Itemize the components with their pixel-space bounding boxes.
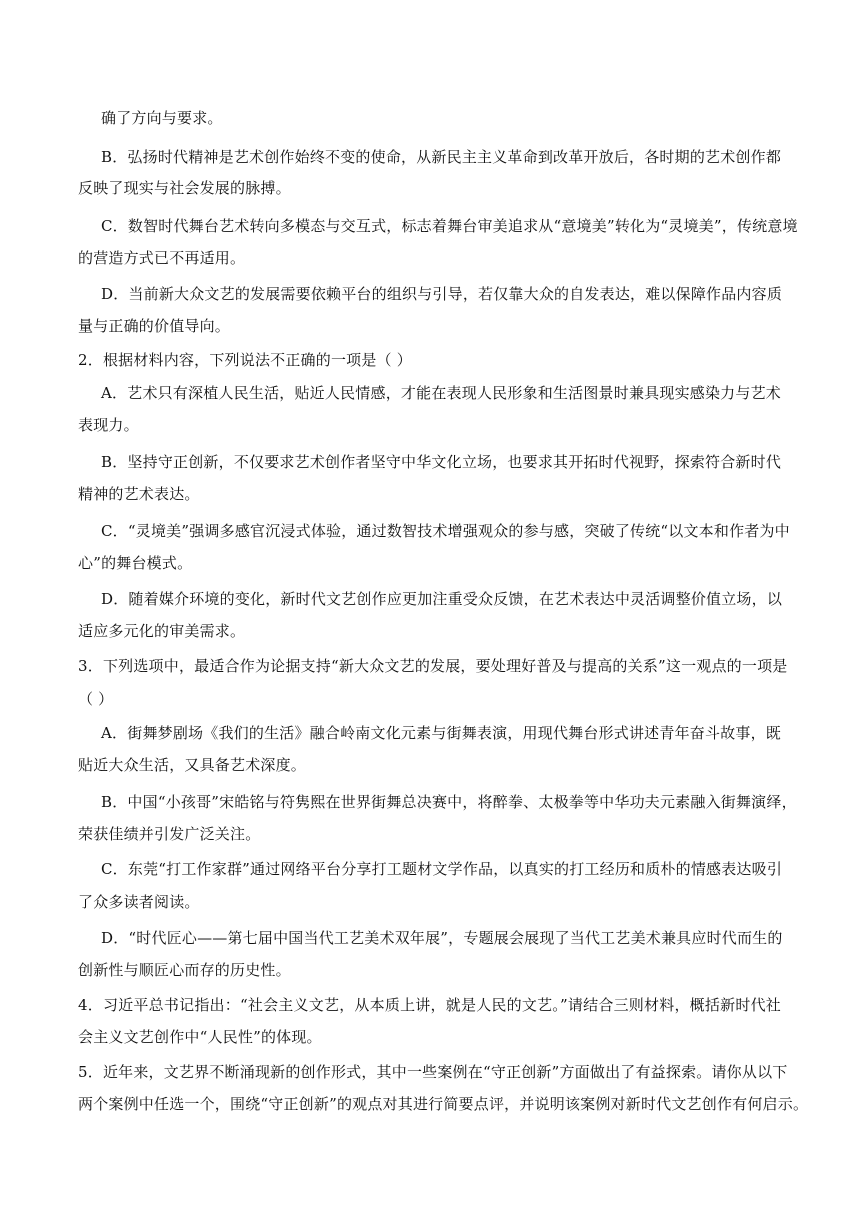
q2-option-c-line1: C．“灵境美”强调多感官沉浸式体验，通过数智技术增强观众的参与感，突破了传统“以文本和作者为中 xyxy=(101,522,790,540)
question-4-line2: 会主义文艺创作中“人民性”的体现。 xyxy=(78,1028,322,1046)
question-3-stem: 3．下列选项中，最适合作为论据支持“新大众文艺的发展，要处理好普及与提高的关系”这一观点的一项是 xyxy=(78,657,788,675)
q2-option-b-line2: 精神的艺术表达。 xyxy=(78,485,200,503)
q3-option-b-line2: 荣获佳绩并引发广泛关注。 xyxy=(78,825,261,843)
q2-option-c-line2: 心”的舞台模式。 xyxy=(78,554,193,572)
q1-option-d-line2: 量与正确的价值导向。 xyxy=(78,317,231,335)
q1-option-c-line2: 的营造方式已不再适用。 xyxy=(78,249,246,267)
q1-option-a-continuation: 确了方向与要求。 xyxy=(101,109,223,127)
q1-option-b-line1: B．弘扬时代精神是艺术创作始终不变的使命，从新民主主义革命到改革开放后，各时期的艺术创作都 xyxy=(101,148,782,166)
q3-option-a-line2: 贴近大众生活，又具备艺术深度。 xyxy=(78,756,307,774)
q2-option-d-line1: D．随着媒介环境的变化，新时代文艺创作应更加注重受众反馈，在艺术表达中灵活调整价值立场，以 xyxy=(101,590,783,608)
q3-option-b-line1: B．中国“小孩哥”宋皓铭与符隽熙在世界街舞总决赛中，将醉拳、太极拳等中华功夫元素融入街舞演绎， xyxy=(101,793,797,811)
q3-option-c-line1: C．东莞“打工作家群”通过网络平台分享打工题材文学作品，以真实的打工经历和质朴的情感表达吸引 xyxy=(101,860,783,878)
q3-option-d-line2: 创新性与顺匠心而存的历史性。 xyxy=(78,961,291,979)
question-5-line1: 5．近年来，文艺界不断涌现新的创作形式，其中一些案例在“守正创新”方面做出了有益探索。请你从以下 xyxy=(78,1063,788,1081)
q2-option-d-line2: 适应多元化的审美需求。 xyxy=(78,622,246,640)
q1-option-d-line1: D．当前新大众文艺的发展需要依赖平台的组织与引导，若仅靠大众的自发表达，难以保障作品内容质 xyxy=(101,285,783,303)
q3-option-d-line1: D．“时代匠心——第七届中国当代工艺美术双年展”，专题展会展现了当代工艺美术兼具应时代而生的 xyxy=(101,929,783,947)
q2-option-a-line2: 表现力。 xyxy=(78,416,139,434)
q1-option-c-line1: C．数智时代舞台艺术转向多模态与交互式，标志着舞台审美追求从“意境美”转化为“灵境美”，传统意境 xyxy=(101,217,798,235)
q2-option-b-line1: B．坚持守正创新，不仅要求艺术创作者坚守中华文化立场，也要求其开拓时代视野，探索符合新时代 xyxy=(101,453,782,471)
q2-option-a-line1: A．艺术只有深植人民生活，贴近人民情感，才能在表现人民形象和生活图景时兼具现实感染力与艺术 xyxy=(101,384,781,402)
question-5-line2: 两个案例中任选一个，围绕“守正创新”的观点对其进行简要点评，并说明该案例对新时代文艺创作有何启示。 xyxy=(78,1095,809,1113)
question-2-stem: 2．根据材料内容，下列说法不正确的一项是（ ） xyxy=(78,351,412,369)
question-3-answer-bracket: （ ） xyxy=(78,690,114,708)
question-4-line1: 4．习近平总书记指出：“社会主义文艺，从本质上讲，就是人民的文艺。”请结合三则材料，概括新时代社 xyxy=(78,996,781,1014)
q3-option-c-line2: 了众多读者阅读。 xyxy=(78,893,200,911)
q3-option-a-line1: A．街舞梦剧场《我们的生活》融合岭南文化元素与街舞表演，用现代舞台形式讲述青年奋斗故事，既 xyxy=(101,724,781,742)
q1-option-b-line2: 反映了现实与社会发展的脉搏。 xyxy=(78,179,291,197)
